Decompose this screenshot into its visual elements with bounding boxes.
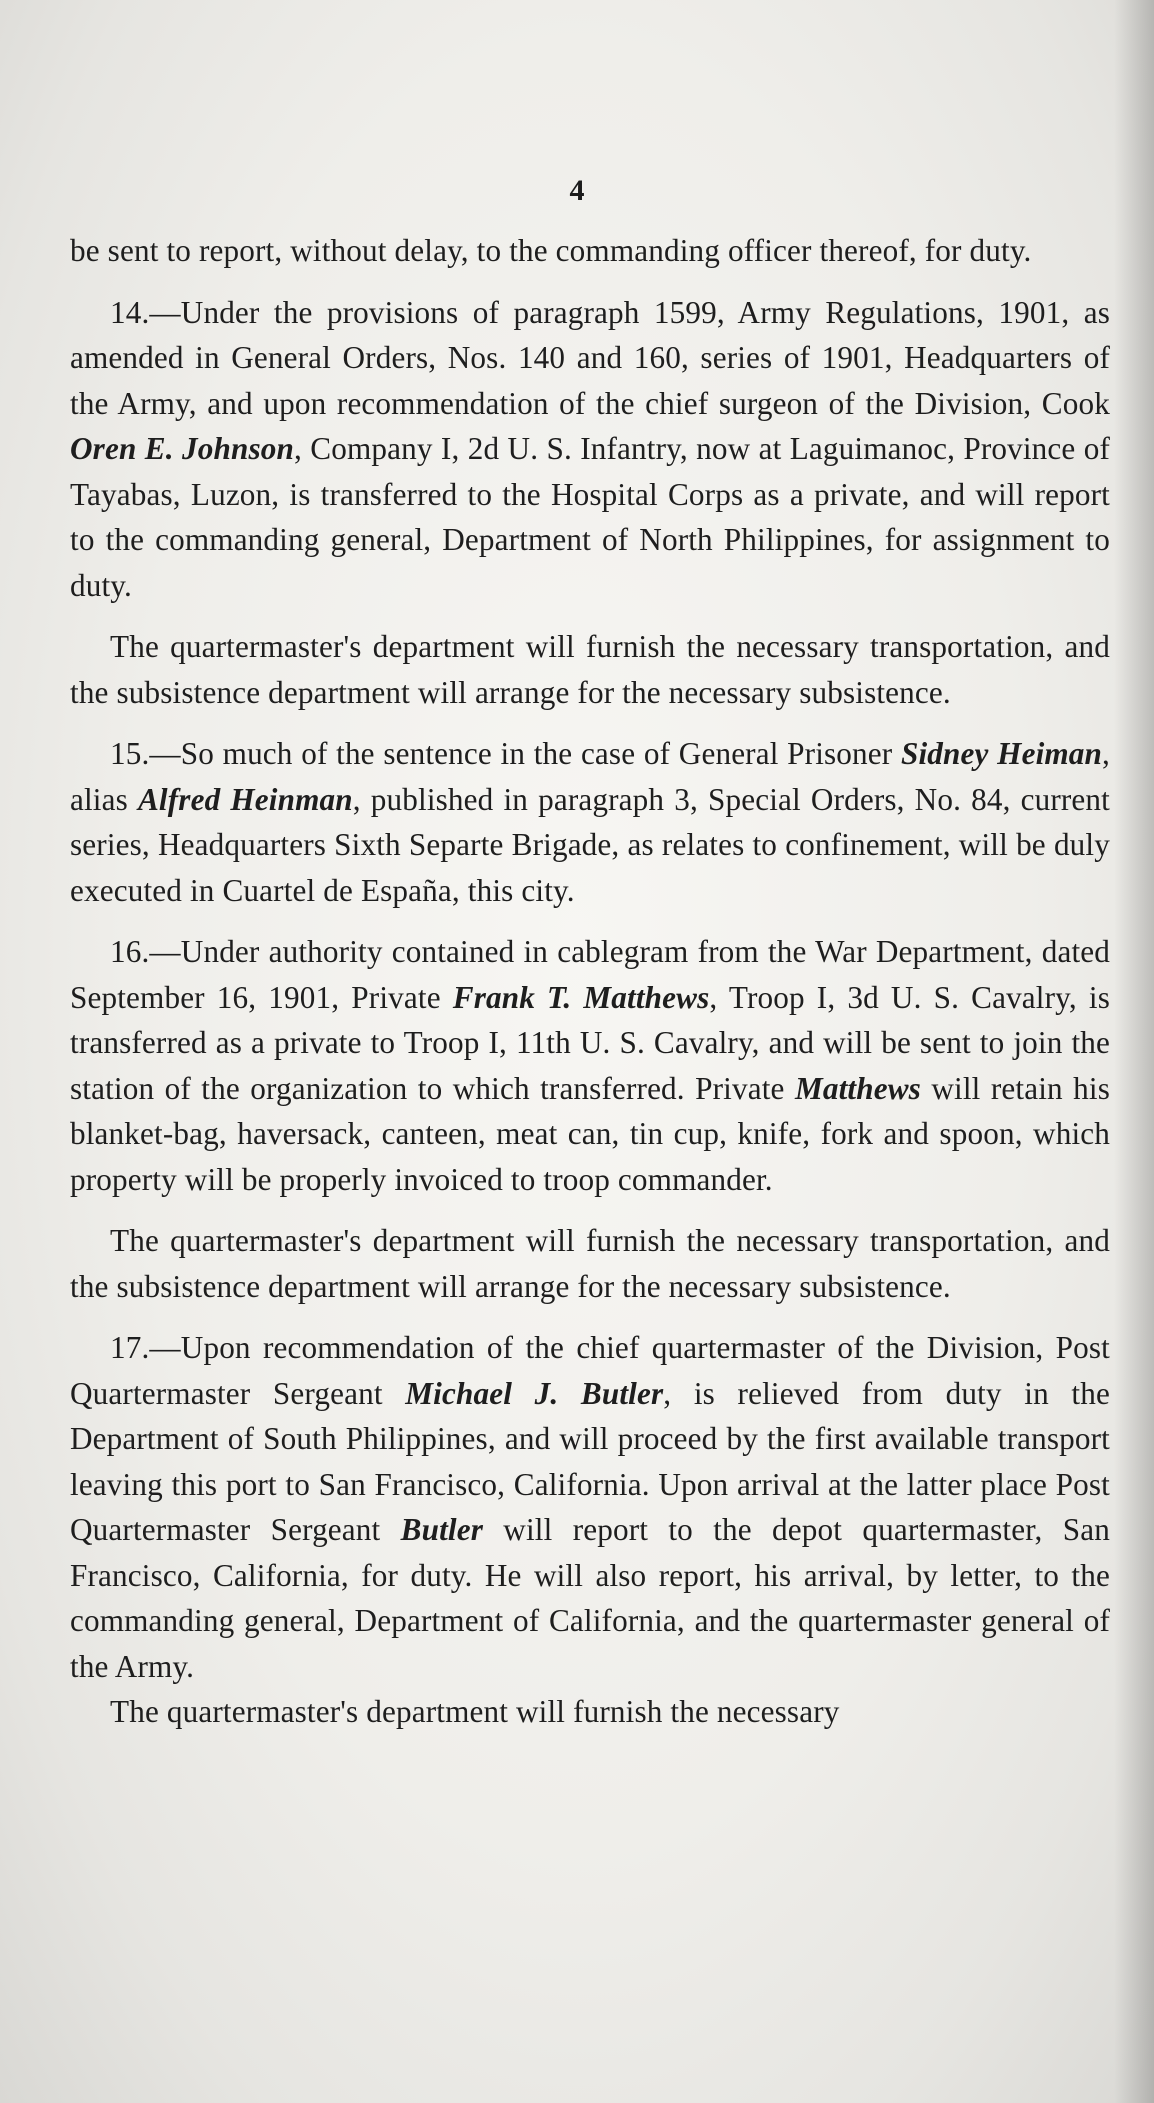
paragraph-text: The quartermaster's department will furnish the necessary transportation, and the subsistence department will arrange for the necessary subsistence. bbox=[70, 1223, 1110, 1304]
paragraph-text: will report to the depot quartermaster, San Francisco, California, for duty. He will also report, his arrival, by letter, to the commanding general, Department of California, and the quartermaster general of the Army. bbox=[70, 1512, 1110, 1684]
person-name: Frank T. Matthews bbox=[452, 979, 710, 1015]
person-name: Michael J. Butler bbox=[405, 1375, 664, 1411]
paragraph-16 bbox=[70, 929, 1110, 1202]
paragraph-text: The quartermaster's department will furnish the necessary bbox=[110, 1694, 840, 1729]
paragraph-text: 14.—Under the provisions of paragraph 1599, Army Regulations, 1901, as amended in General Orders, Nos. 140 and 160, series of 1901, Headquarters of the Army, and upon recommendation of the chief surgeon of the Division, Cook bbox=[70, 294, 1110, 421]
paragraph-text: , alias bbox=[70, 736, 1110, 817]
paragraph-text: 17.—Upon recommendation of the chief quartermaster of the Division, Post Quartermaster Sergeant bbox=[70, 1330, 1110, 1411]
paragraph-text: The quartermaster's department will furnish the necessary transportation, and the subsistence department will arrange for the necessary subsistence. bbox=[70, 629, 1110, 710]
paragraph-continuation bbox=[70, 228, 1110, 274]
paragraph-transport-1 bbox=[70, 624, 1110, 715]
paragraph-text: , is relieved from duty in the Department of South Philippines, and will proceed by the first available transport leaving this port to San Francisco, California. Upon arrival at the latter place Post Quartermaster Sergeant bbox=[70, 1375, 1110, 1547]
paragraph-text: , Troop I, 3d U. S. Cavalry, is transferred as a private to Troop I, 11th U. S. Cavalry, and will be sent to join the station of the organization to which transferred. Private bbox=[70, 979, 1110, 1106]
person-name: Oren E. Johnson bbox=[70, 431, 294, 466]
person-name: Matthews bbox=[794, 1070, 921, 1106]
paragraph-transport-2 bbox=[70, 1218, 1110, 1309]
person-name: Sidney Heiman bbox=[900, 736, 1103, 771]
paragraph-17 bbox=[70, 1325, 1110, 1689]
body-text bbox=[70, 228, 1110, 1735]
person-alias: Alfred Heinman bbox=[137, 781, 353, 817]
paragraph-text: will retain his blanket-bag, haversack, canteen, meat can, tin cup, knife, fork and spoon, which property will be properly invoiced to troop commander. bbox=[70, 1070, 1110, 1197]
page-number: 4 bbox=[569, 174, 585, 207]
paragraph-text: 16.—Under authority contained in cablegram from the War Department, dated September 16, 1901, Private bbox=[70, 934, 1110, 1015]
page-edge-shadow bbox=[1114, 0, 1154, 2103]
paragraph-15 bbox=[70, 731, 1110, 913]
paragraph-text: be sent to report, without delay, to the commanding officer thereof, for duty. bbox=[70, 233, 1032, 268]
paragraph-text: , published in paragraph 3, Special Orders, No. 84, current series, Headquarters Sixth Separte Brigade, as relates to confinement, will be duly executed in Cuartel de España, this city. bbox=[70, 781, 1110, 908]
paragraph-text: , Company I, 2d U. S. Infantry, now at Laguimanoc, Province of Tayabas, Luzon, is transferred to the Hospital Corps as a private, and will report to the commanding general, Department of North Philippines, for assignment to duty. bbox=[70, 431, 1111, 603]
paragraph-text: 15.—So much of the sentence in the case of General Prisoner bbox=[110, 736, 901, 771]
paragraph-14 bbox=[70, 290, 1110, 609]
paragraph-transport-3 bbox=[70, 1689, 1110, 1735]
person-name: Butler bbox=[400, 1512, 484, 1547]
